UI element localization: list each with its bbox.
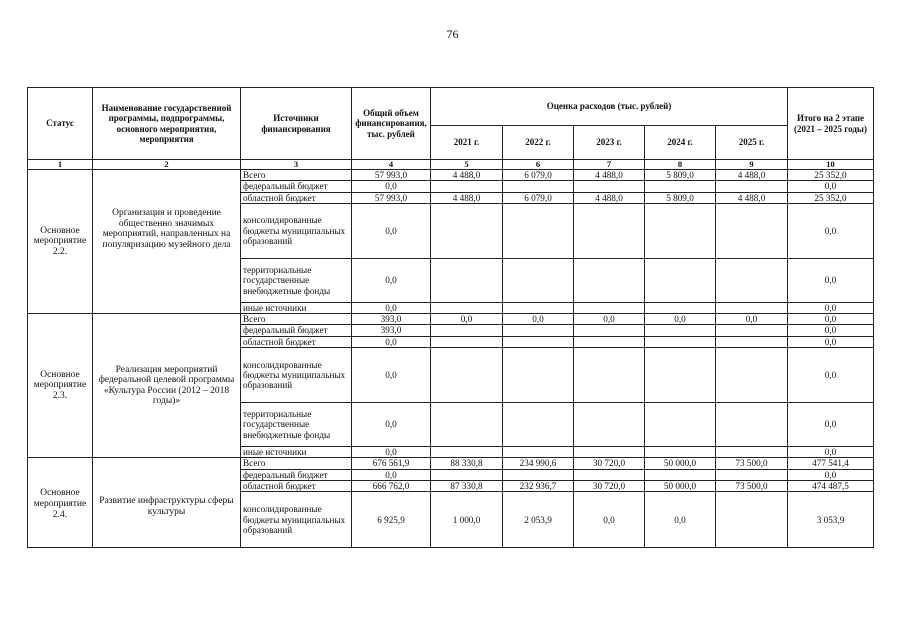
year-cell [431, 325, 503, 336]
year-cell: 50 000,0 [645, 458, 716, 469]
stage-total-cell: 25 352,0 [788, 192, 874, 203]
year-cell [716, 447, 788, 458]
table-row [28, 458, 874, 469]
year-cell: 2 053,9 [503, 492, 574, 548]
year-cell [574, 302, 645, 313]
header-status: Статус [28, 88, 93, 160]
total-cell: 0,0 [352, 348, 431, 403]
year-cell [431, 181, 503, 192]
year-cell: 5 809,0 [645, 170, 716, 181]
column-number: 2 [93, 160, 241, 170]
year-cell [645, 325, 716, 336]
source-cell: Всего [241, 170, 352, 181]
year-cell [645, 336, 716, 347]
year-cell [503, 258, 574, 302]
year-cell: 4 488,0 [574, 170, 645, 181]
stage-total-cell: 25 352,0 [788, 170, 874, 181]
source-cell: территориальные государственные внебюджетные фонды [241, 403, 352, 447]
year-cell: 50 000,0 [645, 480, 716, 491]
year-cell [574, 181, 645, 192]
stage-total-cell: 0,0 [788, 258, 874, 302]
year-cell [503, 348, 574, 403]
header-year: 2024 г. [645, 126, 716, 160]
status-cell: Основное мероприятие 2.3. [28, 314, 93, 458]
source-cell: территориальные государственные внебюджетные фонды [241, 258, 352, 302]
year-cell [574, 348, 645, 403]
source-cell: федеральный бюджет [241, 469, 352, 480]
total-cell: 676 561,9 [352, 458, 431, 469]
year-cell: 30 720,0 [574, 480, 645, 491]
year-cell: 4 488,0 [716, 170, 788, 181]
year-cell [431, 348, 503, 403]
header-year: 2021 г. [431, 126, 503, 160]
year-cell: 0,0 [574, 314, 645, 325]
year-cell: 73 500,0 [716, 480, 788, 491]
table-row [28, 170, 874, 181]
header-year: 2023 г. [574, 126, 645, 160]
total-cell: 0,0 [352, 336, 431, 347]
stage-total-cell: 0,0 [788, 203, 874, 258]
year-cell: 0,0 [431, 314, 503, 325]
source-cell: областной бюджет [241, 192, 352, 203]
event-name-cell: Развитие инфраструктуры сферы культуры [93, 458, 241, 548]
year-cell [645, 348, 716, 403]
year-cell [574, 325, 645, 336]
total-cell: 0,0 [352, 302, 431, 313]
year-cell: 6 079,0 [503, 192, 574, 203]
year-cell: 4 488,0 [431, 170, 503, 181]
year-cell: 4 488,0 [431, 192, 503, 203]
year-cell [645, 302, 716, 313]
source-cell: федеральный бюджет [241, 325, 352, 336]
year-cell [645, 258, 716, 302]
year-cell [574, 403, 645, 447]
year-cell [431, 336, 503, 347]
header-year: 2022 г. [503, 126, 574, 160]
year-cell [716, 348, 788, 403]
year-cell [431, 258, 503, 302]
year-cell [716, 181, 788, 192]
total-cell: 666 762,0 [352, 480, 431, 491]
year-cell: 5 809,0 [645, 192, 716, 203]
source-cell: консолидированные бюджеты муниципальных образований [241, 203, 352, 258]
stage-total-cell: 0,0 [788, 403, 874, 447]
total-cell: 0,0 [352, 403, 431, 447]
header-sources: Источники финансирования [241, 88, 352, 160]
year-cell: 0,0 [645, 314, 716, 325]
year-cell [503, 447, 574, 458]
status-cell: Основное мероприятие 2.2. [28, 170, 93, 314]
year-cell: 87 330,8 [431, 480, 503, 491]
event-name-cell: Организация и проведение общественно значимых мероприятий, направленных на популяризацию музейного дела [93, 170, 241, 314]
year-cell: 73 500,0 [716, 458, 788, 469]
year-cell [716, 492, 788, 548]
year-cell: 234 990,6 [503, 458, 574, 469]
stage-total-cell: 0,0 [788, 348, 874, 403]
year-cell: 0,0 [574, 492, 645, 548]
total-cell: 57 993,0 [352, 170, 431, 181]
total-cell: 0,0 [352, 447, 431, 458]
header-year: 2025 г. [716, 126, 788, 160]
year-cell [431, 403, 503, 447]
year-cell [645, 181, 716, 192]
status-cell: Основное мероприятие 2.4. [28, 458, 93, 548]
source-cell: консолидированные бюджеты муниципальных образований [241, 492, 352, 548]
column-number: 10 [788, 160, 874, 170]
year-cell: 88 330,8 [431, 458, 503, 469]
year-cell [716, 258, 788, 302]
budget-table [27, 87, 874, 548]
year-cell [503, 325, 574, 336]
year-cell: 1 000,0 [431, 492, 503, 548]
stage-total-cell: 3 053,9 [788, 492, 874, 548]
column-numbers-row [28, 160, 874, 170]
year-cell [716, 203, 788, 258]
source-cell: консолидированные бюджеты муниципальных образований [241, 348, 352, 403]
total-cell: 0,0 [352, 469, 431, 480]
source-cell: Всего [241, 458, 352, 469]
stage-total-cell: 0,0 [788, 469, 874, 480]
column-number: 7 [574, 160, 645, 170]
year-cell [645, 203, 716, 258]
column-number: 8 [645, 160, 716, 170]
stage-total-cell: 0,0 [788, 336, 874, 347]
stage-total-cell: 474 487,5 [788, 480, 874, 491]
header-name: Наименование государственной программы, подпрограммы, основного мероприятия, мероприятия [93, 88, 241, 160]
source-cell: Всего [241, 314, 352, 325]
source-cell: иные источники [241, 302, 352, 313]
year-cell [716, 403, 788, 447]
year-cell: 0,0 [716, 314, 788, 325]
year-cell [645, 469, 716, 480]
column-number: 9 [716, 160, 788, 170]
column-number: 4 [352, 160, 431, 170]
total-cell: 57 993,0 [352, 192, 431, 203]
stage-total-cell: 0,0 [788, 181, 874, 192]
year-cell [716, 325, 788, 336]
stage-total-cell: 477 541,4 [788, 458, 874, 469]
source-cell: областной бюджет [241, 336, 352, 347]
year-cell [503, 336, 574, 347]
year-cell [503, 203, 574, 258]
year-cell [574, 336, 645, 347]
column-number: 1 [28, 160, 93, 170]
event-name-cell: Реализация мероприятий федеральной целевой программы «Культура России (2012 – 2018 годы)» [93, 314, 241, 458]
year-cell [431, 203, 503, 258]
year-cell: 4 488,0 [574, 192, 645, 203]
year-cell [574, 447, 645, 458]
year-cell: 0,0 [645, 492, 716, 548]
total-cell: 0,0 [352, 203, 431, 258]
year-cell [716, 469, 788, 480]
stage-total-cell: 0,0 [788, 447, 874, 458]
source-cell: федеральный бюджет [241, 181, 352, 192]
page-number: 76 [446, 27, 459, 41]
year-cell [574, 258, 645, 302]
total-cell: 0,0 [352, 258, 431, 302]
year-cell [431, 302, 503, 313]
year-cell [503, 469, 574, 480]
year-cell: 30 720,0 [574, 458, 645, 469]
year-cell: 4 488,0 [716, 192, 788, 203]
year-cell [716, 336, 788, 347]
column-number: 3 [241, 160, 352, 170]
total-cell: 393,0 [352, 314, 431, 325]
source-cell: иные источники [241, 447, 352, 458]
stage-total-cell: 0,0 [788, 314, 874, 325]
year-cell [574, 203, 645, 258]
year-cell [503, 403, 574, 447]
table-row [28, 314, 874, 325]
year-cell [431, 447, 503, 458]
year-cell: 6 079,0 [503, 170, 574, 181]
stage-total-cell: 0,0 [788, 302, 874, 313]
header-estimate: Оценка расходов (тыс. рублей) [431, 88, 788, 126]
source-cell: областной бюджет [241, 480, 352, 491]
total-cell: 0,0 [352, 181, 431, 192]
header-total: Общий объем финансирования, тыс. рублей [352, 88, 431, 160]
column-number: 5 [431, 160, 503, 170]
year-cell: 232 936,7 [503, 480, 574, 491]
stage-total-cell: 0,0 [788, 325, 874, 336]
year-cell [645, 447, 716, 458]
year-cell [645, 403, 716, 447]
year-cell [574, 469, 645, 480]
year-cell [716, 302, 788, 313]
header-stage-total: Итого на 2 этапе (2021 – 2025 годы) [788, 88, 874, 160]
total-cell: 6 925,9 [352, 492, 431, 548]
total-cell: 393,0 [352, 325, 431, 336]
year-cell [431, 469, 503, 480]
year-cell [503, 302, 574, 313]
year-cell: 0,0 [503, 314, 574, 325]
year-cell [503, 181, 574, 192]
column-number: 6 [503, 160, 574, 170]
